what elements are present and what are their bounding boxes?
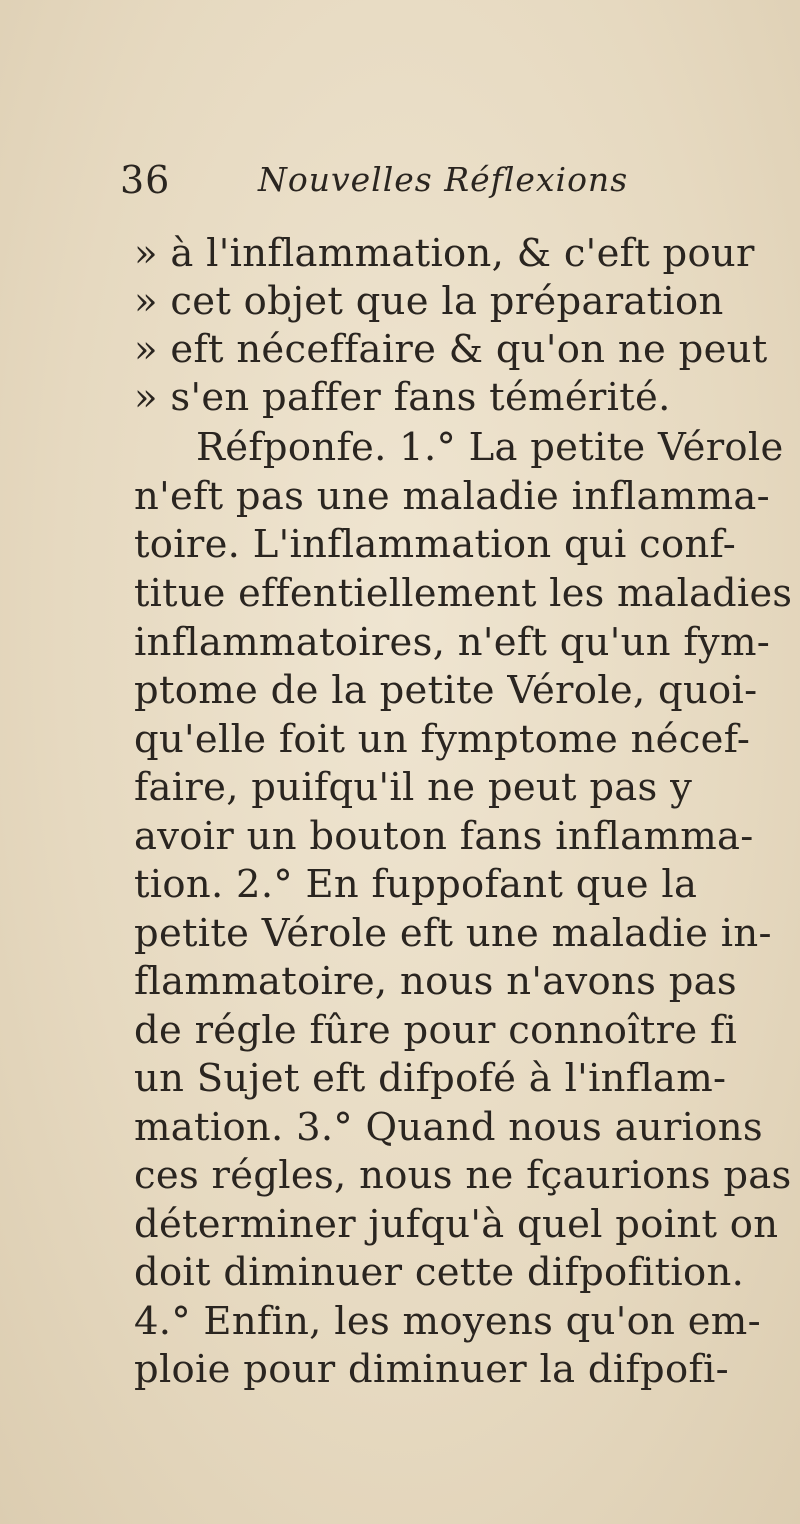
text-line: » eft néceffaire & qu'on ne peut [134,327,768,372]
text-line: titue effentiellement les maladies [134,571,793,616]
text-line: » s'en paffer fans témérité. [134,375,671,420]
page-number: 36 [120,158,171,202]
text-line: ploie pour diminuer la difpofi- [134,1347,729,1392]
text-line: mation. 3.° Quand nous aurions [134,1105,763,1150]
text-line: de régle fûre pour connoître fi [134,1008,738,1053]
text-line: tion. 2.° En fuppofant que la [134,862,698,907]
text-line: » à l'inflammation, & c'eft pour [134,231,755,276]
text-line: » cet objet que la préparation [134,279,724,324]
text-line: faire, puifqu'il ne peut pas y [134,765,693,810]
page-header [120,158,740,208]
text-line: ces régles, nous ne fçaurions pas [134,1153,792,1198]
text-line: ptome de la petite Vérole, quoi- [134,668,758,713]
text-line: Réfponfe. 1.° La petite Vérole [196,425,784,470]
text-line: toire. L'inflammation qui conf- [134,522,737,567]
text-line: flammatoire, nous n'avons pas [134,959,737,1004]
text-line: un Sujet eft difpofé à l'inflam- [134,1056,727,1101]
text-line: inflammatoires, n'eft qu'un fym- [134,620,771,665]
text-line: doit diminuer cette difpofition. [134,1250,745,1295]
text-line: qu'elle foit un fymptome nécef- [134,717,751,762]
text-line: avoir un bouton fans inflamma- [134,814,754,859]
text-line: n'eft pas une maladie inflamma- [134,474,770,519]
text-line: déterminer jufqu'à quel point on [134,1202,779,1247]
running-title: Nouvelles Réflexions [258,160,629,199]
text-line: 4.° Enfin, les moyens qu'on em- [134,1299,761,1344]
text-line: petite Vérole eft une maladie in- [134,911,772,956]
